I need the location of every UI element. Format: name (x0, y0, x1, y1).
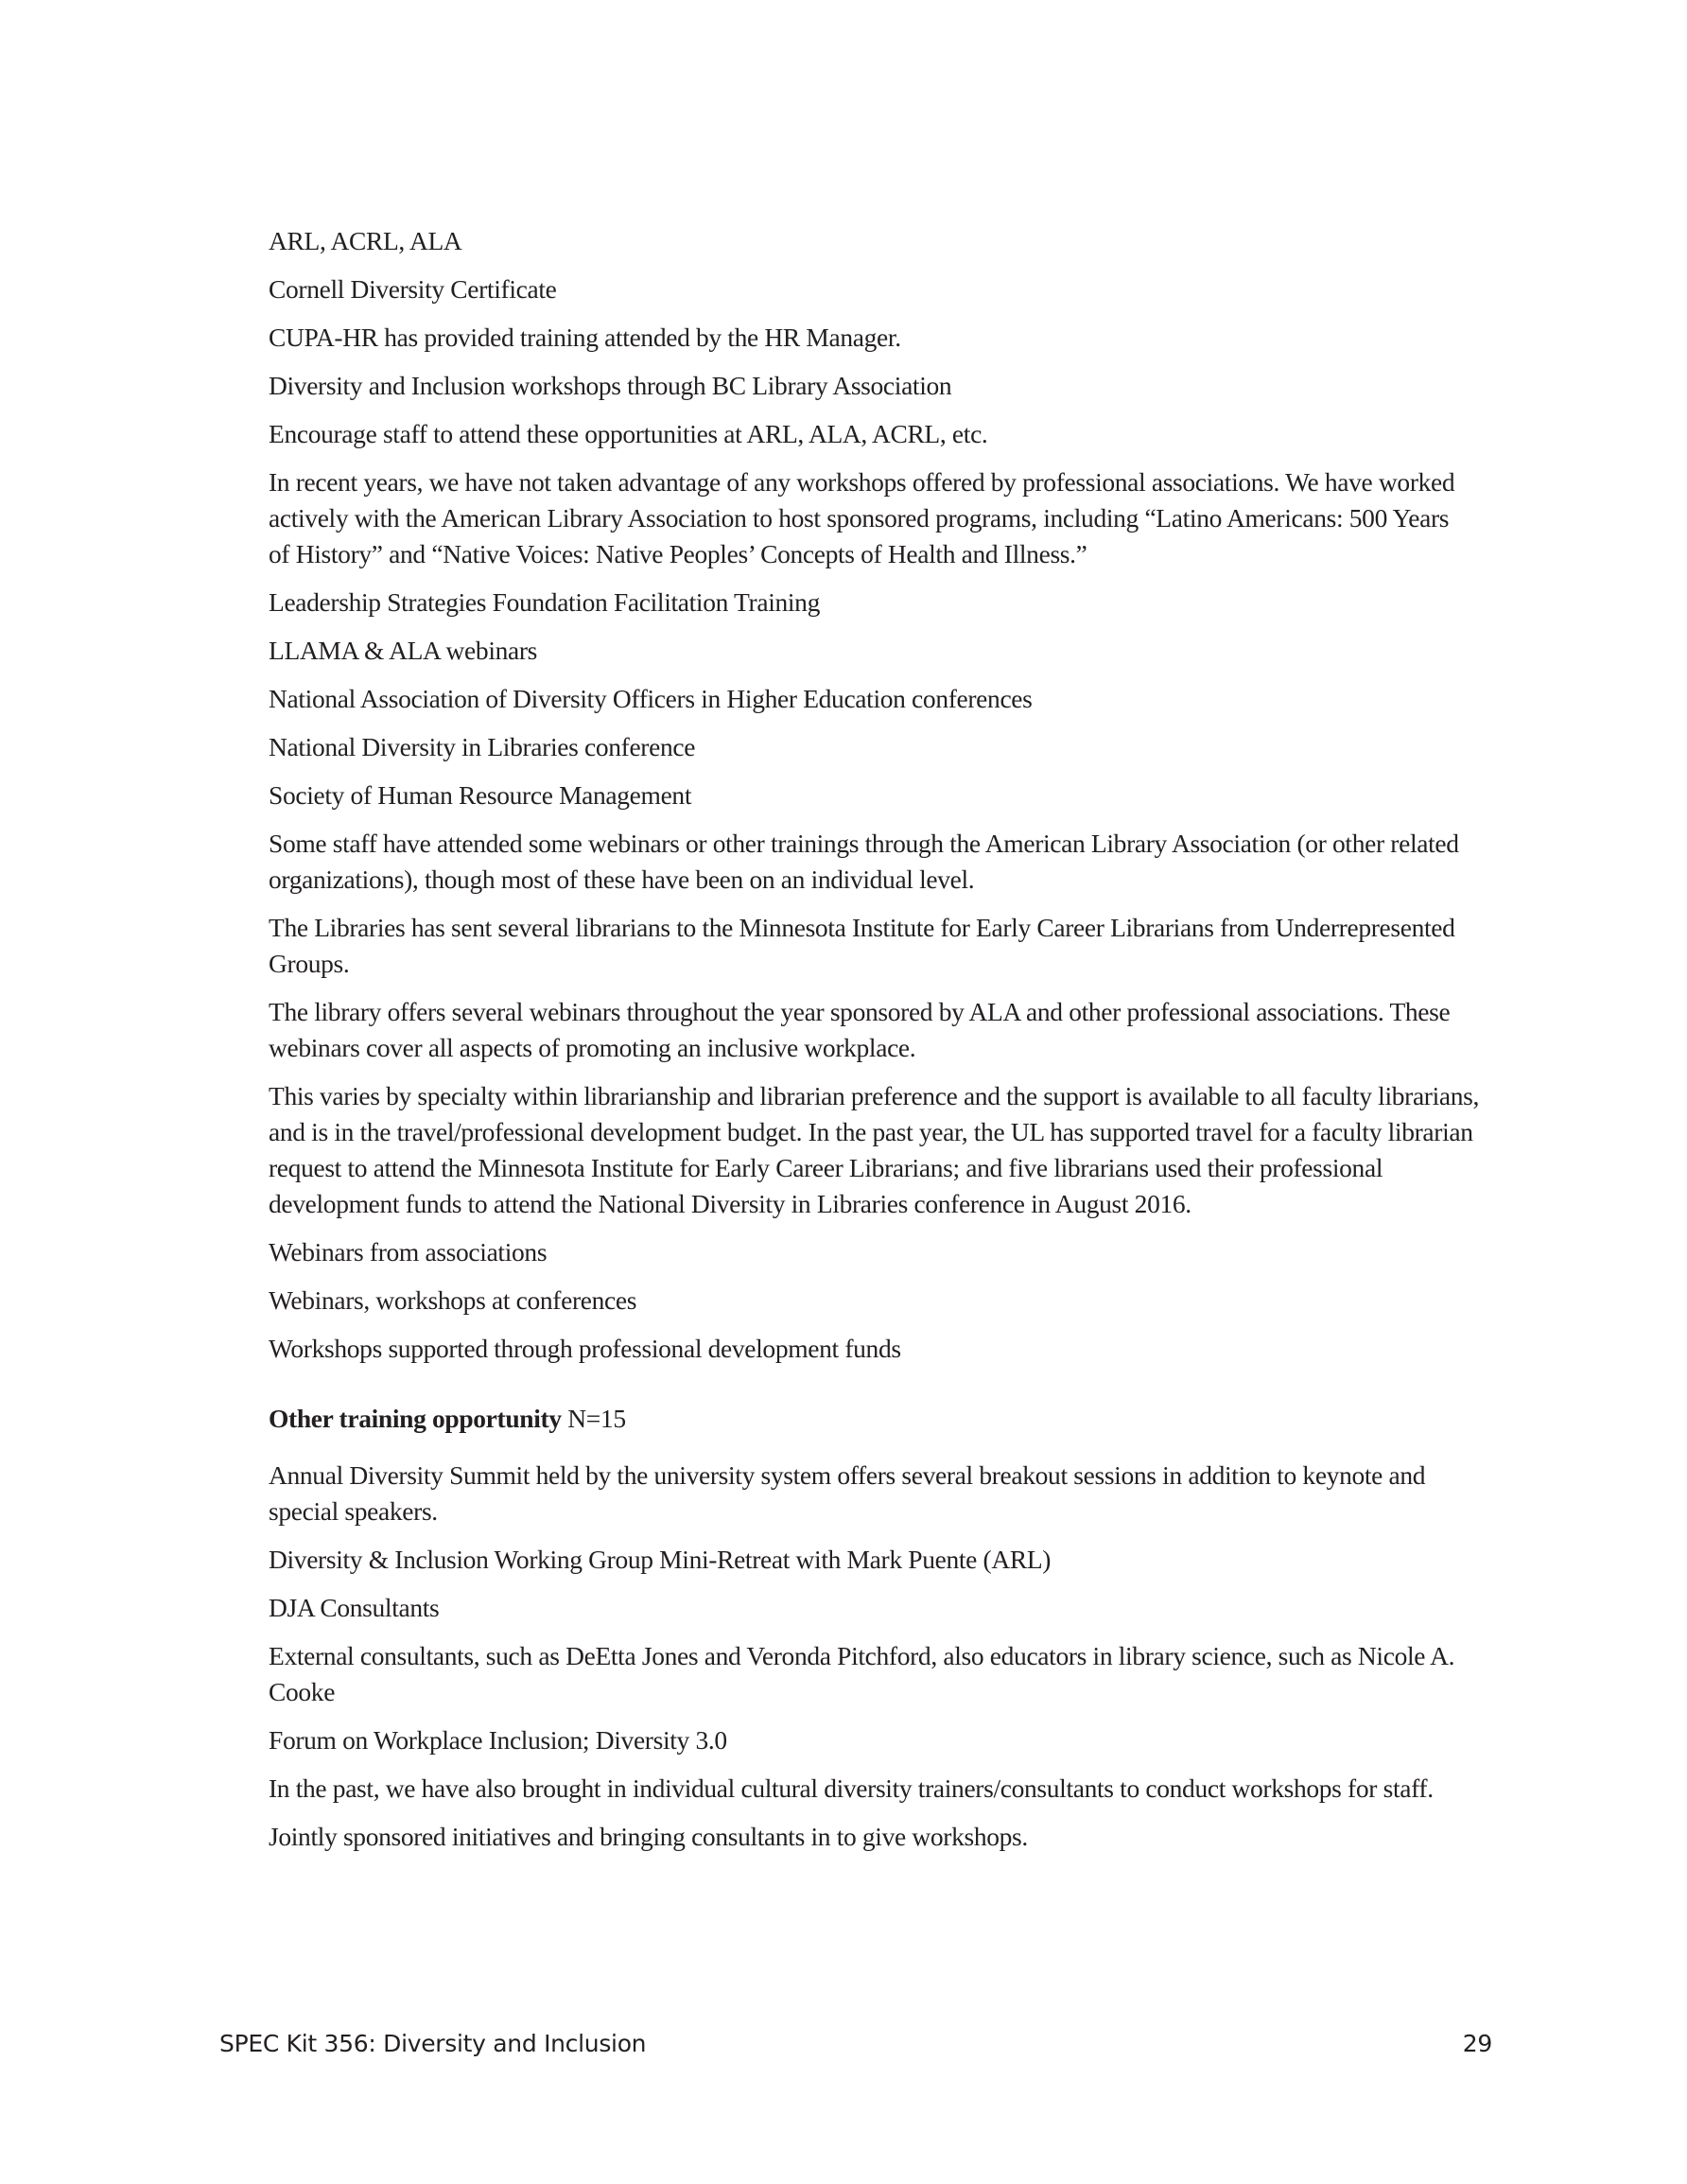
response-list (269, 223, 1488, 1367)
response-item: Workshops supported through professional development funds (269, 1334, 901, 1363)
response-item: Diversity and Inclusion workshops through BC Library Association (269, 371, 952, 400)
page-number: 29 (1462, 2030, 1492, 2057)
response-item: Cornell Diversity Certificate (269, 274, 557, 304)
response-item: Some staff have attended some webinars or other trainings through the American Library Association (or other related organizations), though most of these have been on an individual level. (269, 829, 1459, 894)
page-content (269, 223, 1488, 1867)
response-item: Encourage staff to attend these opportunities at ARL, ALA, ACRL, etc. (269, 419, 988, 448)
response-item: CUPA-HR has provided training attended by the HR Manager. (269, 323, 901, 352)
response-item: National Diversity in Libraries conference (269, 732, 696, 761)
response-item: National Association of Diversity Officers in Higher Education conferences (269, 684, 1033, 713)
response-item: This varies by specialty within librarianship and librarian preference and the support is available to all faculty librarians, and is in the travel/professional development budget. In the past year, the UL has supported travel for a faculty librarian request to attend the Minnesota Institute for Early Career Librarians; and five librarians used their professional development funds to attend the National Diversity in Libraries conference in August 2016. (269, 1081, 1480, 1218)
response-item: The Libraries has sent several librarians to the Minnesota Institute for Early Career Librarians from Underrepresented Groups. (269, 913, 1455, 978)
section-heading-label: Other training opportunity (269, 1404, 562, 1433)
response-item: Annual Diversity Summit held by the university system offers several breakout sessions in addition to keynote and special speakers. (269, 1460, 1426, 1526)
response-count: N=15 (567, 1404, 626, 1433)
response-item: Webinars, workshops at conferences (269, 1285, 637, 1315)
response-item: The library offers several webinars throughout the year sponsored by ALA and other professional associations. These webinars cover all aspects of promoting an inclusive workplace. (269, 997, 1451, 1062)
response-item: External consultants, such as DeEtta Jones and Veronda Pitchford, also educators in library science, such as Nicole A. Cooke (269, 1641, 1455, 1706)
page-footer (219, 2030, 1492, 2068)
footer-title: SPEC Kit 356: Diversity and Inclusion (219, 2030, 647, 2057)
response-item: Diversity & Inclusion Working Group Mini-Retreat with Mark Puente (ARL) (269, 1545, 1052, 1574)
response-item: In the past, we have also brought in individual cultural diversity trainers/consultants to conduct workshops for staff. (269, 1773, 1434, 1803)
response-item: DJA Consultants (269, 1593, 440, 1622)
response-item: Leadership Strategies Foundation Facilitation Training (269, 587, 820, 617)
response-item: Society of Human Resource Management (269, 780, 692, 810)
response-list-other (269, 1458, 1488, 1855)
response-item: LLAMA & ALA webinars (269, 636, 538, 665)
response-item: In recent years, we have not taken advantage of any workshops offered by professional associations. We have worked actively with the American Library Association to host sponsored programs, including “Latino Americans: 500 Years of History” and “Native Voices: Native Peoples’ Concepts of Health and Illness.” (269, 467, 1455, 568)
section-heading (269, 1401, 1488, 1437)
response-item: Jointly sponsored initiatives and bringing consultants in to give workshops. (269, 1822, 1028, 1851)
response-item: Webinars from associations (269, 1237, 548, 1267)
response-item: ARL, ACRL, ALA (269, 226, 462, 255)
response-item: Forum on Workplace Inclusion; Diversity 3.0 (269, 1725, 727, 1755)
